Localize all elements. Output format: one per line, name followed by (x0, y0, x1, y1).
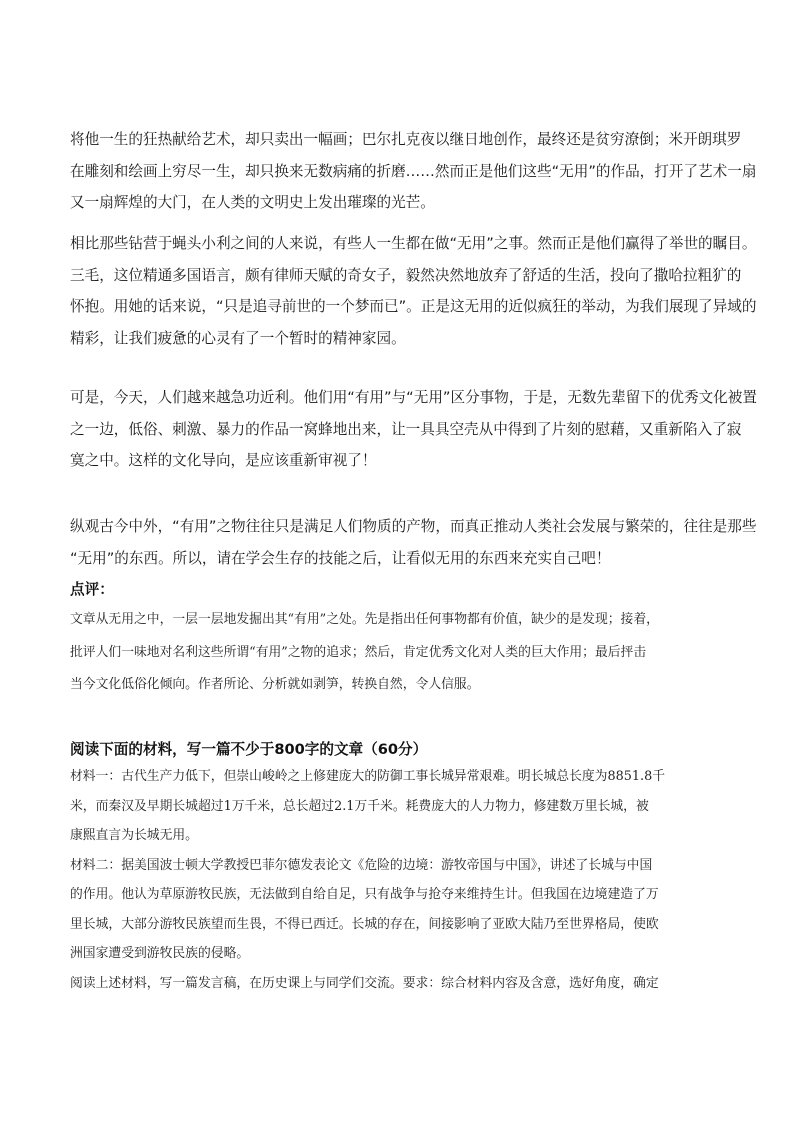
writing-task-material (70, 762, 724, 998)
writing-task-heading: 阅读下面的材料，写一篇不少于800字的文章（60分） (70, 741, 428, 758)
essay-paragraph-3 (70, 382, 757, 477)
text-line: 材料一：古代生产力低下，但崇山峻岭之上修建庞大的防御工事长城异常艰难。明长城总长度为8851.8千 (70, 769, 666, 784)
essay-paragraph-4 (70, 511, 757, 574)
text-line: 材料二：据美国波士顿大学教授巴菲尔德发表论文《危险的边境：游牧帝国与中国》，讲述了长城与中国 (70, 857, 653, 873)
text-line: 文章从无用之中，一层一层地发掘出其“有用”之处。先是指出任何事物都有价值，缺少的是发现；接着， (70, 612, 659, 627)
text-line: 米，而秦汉及早期长城超过1万千米，总长超过2.1万千米。耗费庞大的人力物力，修建数万里长城，被 (70, 798, 649, 814)
text-line: 康熙直言为长城无用。 (70, 828, 198, 843)
text-line: 的作用。他认为草原游牧民族，无法做到自给自足，只有战争与抢夺来维持生计。但我国在边境建造了万 (70, 887, 659, 902)
review-label: 点评： (70, 581, 114, 598)
text-line: 可是，今天，人们越来越急功近利。他们用“有用”与“无用”区分事物，于是，无数先辈留下的优秀文化被置 (70, 389, 757, 406)
text-line: 寞之中。这样的文化导向，是应该重新审视了！ (70, 452, 377, 469)
text-line: 当今文化低俗化倾向。作者所论、分析就如剥笋，转换自然，令人信服。 (70, 677, 480, 692)
text-line: 将他一生的狂热献给艺术，却只卖出一幅画；巴尔扎克夜以继日地创作，最终还是贫穷潦倒；米开朗琪罗 (70, 131, 742, 148)
text-line: 纵观古今中外，“有用”之物往往只是满足人们物质的产物，而真正推动人类社会发展与繁荣的，往往是那些 (70, 518, 757, 535)
text-line: 怀抱。用她的话来说，“只是追寻前世的一个梦而已”。正是这无用的近似疯狂的举动，为我们展现了异域的 (70, 298, 757, 315)
essay-paragraph-1 (70, 124, 757, 219)
text-line: 里长城，大部分游牧民族望而生畏，不得已西迁。长城的存在，间接影响了亚欧大陆乃至世界格局，使欧 (70, 916, 659, 932)
essay-paragraph-2 (70, 228, 757, 354)
text-line: 三毛，这位精通多国语言，颇有律师天赋的奇女子，毅然决然地放弃了舒适的生活，投向了撒哈拉粗犷的 (70, 266, 742, 284)
text-line: 批评人们一味地对名利这些所谓“有用”之物的追求；然后，肯定优秀文化对人类的巨大作用；最后抨击 (70, 644, 647, 660)
text-line: 之一边，低俗、刺激、暴力的作品一窝蜂地出来，让一具具空壳从中得到了片刻的慰藉，又重新陷入了寂 (70, 420, 742, 438)
text-line: 相比那些钻营于蝇头小利之间的人来说，有些人一生都在做“无用”之事。然而正是他们赢得了举世的瞩目。 (70, 235, 757, 252)
text-line: 在雕刻和绘画上穷尽一生，却只换来无数病痛的折磨……然而正是他们这些“无用”的作品，打开了艺术一扇 (70, 162, 757, 180)
text-line: 又一扇辉煌的大门，在人类的文明史上发出璀璨的光芒。 (70, 194, 435, 211)
review-text (70, 604, 724, 702)
text-line: 阅读上述材料，写一篇发言稿，在历史课上与同学们交流。要求：综合材料内容及含意，选好角度，确定 (70, 975, 659, 991)
text-line: 精彩，让我们疲惫的心灵有了一个暂时的精神家园。 (70, 329, 406, 347)
text-line: “无用”的东西。所以，请在学会生存的技能之后，让看似无用的东西来充实自己吧！ (70, 549, 611, 567)
text-line: 洲国家遭受到游牧民族的侵略。 (70, 946, 250, 961)
